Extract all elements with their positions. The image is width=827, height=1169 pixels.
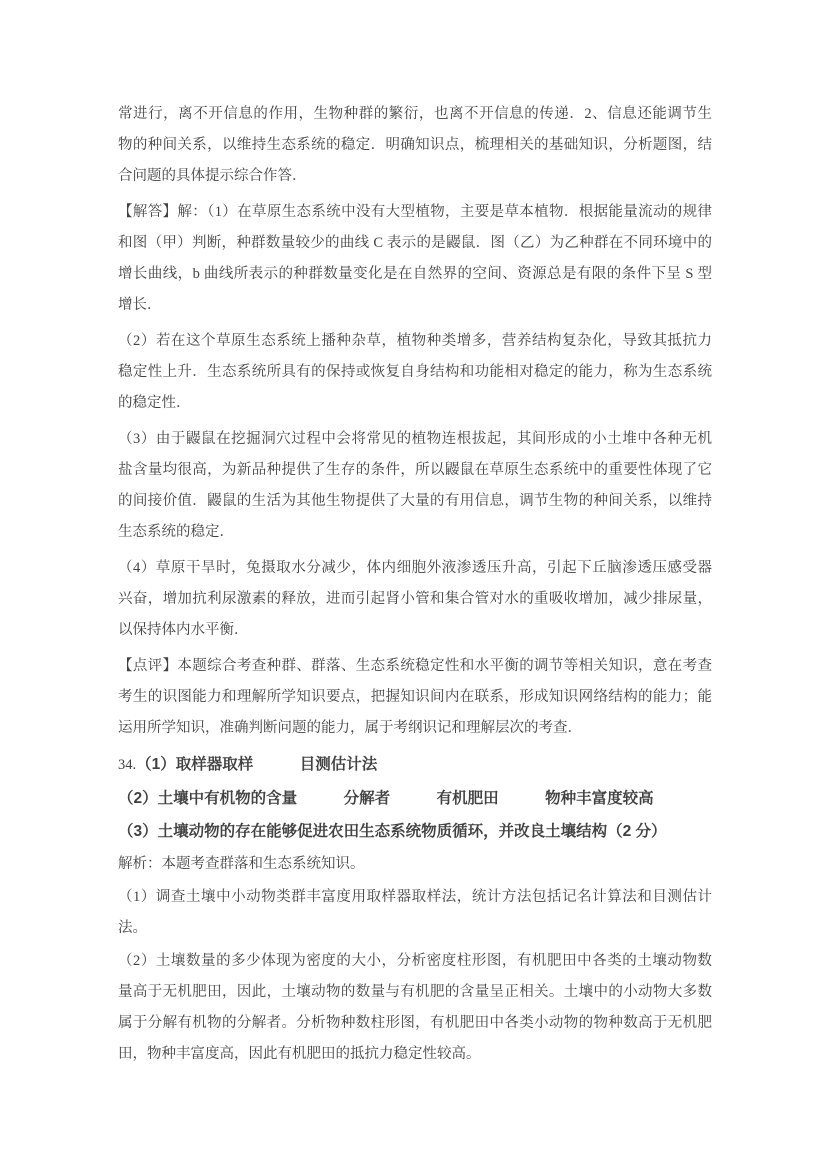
- body-line: 属于分解有机物的分解者。分析物种数柱形图，有机肥田中各类小动物的物种数高于无机肥: [118, 1015, 712, 1031]
- body-line: 物的种间关系，以维持生态系统的稳定．明确知识点，梳理相关的基础知识，分析题图，结: [118, 137, 712, 153]
- body-line: 法。: [118, 920, 147, 936]
- body-line: 增长曲线，b 曲线所表示的种群数量变化是在自然界的空间、资源总是有限的条件下呈 S 型: [118, 266, 712, 282]
- body-line: 合问题的具体提示综合作答．: [118, 168, 307, 184]
- paragraph-q34-answer-3: [118, 816, 712, 847]
- paragraph-q34-answer-2: [118, 783, 712, 814]
- paragraph-answer-4: [118, 553, 712, 646]
- paragraph-dianping: [118, 651, 712, 744]
- question-number: 34.: [118, 757, 137, 773]
- body-line: （4）草原干旱时，兔摄取水分减少，体内细胞外液渗透压升高，引起下丘脑渗透压感受器: [118, 560, 712, 576]
- paragraph-jiexi-2: [118, 946, 712, 1070]
- paragraph-answer-2: [118, 326, 712, 419]
- body-line: 增长．: [118, 297, 162, 313]
- paragraph-answer-3: [118, 424, 712, 548]
- body-line: 量高于无机肥田，因此，土壤动物的数量与有机肥的含量呈正相关。土壤中的小动物大多数: [118, 984, 712, 1000]
- body-line: 考生的识图能力和理解所学知识要点，把握知识间内在联系，形成知识网络结构的能力；能: [118, 689, 712, 705]
- body-line: 解析：本题考查群落和生态系统知识。: [118, 856, 365, 872]
- body-line: 稳定性上升．生态系统所具有的保持或恢复自身结构和功能相对稳定的能力，称为生态系统: [118, 364, 712, 380]
- paragraph-jiexi-1: [118, 882, 712, 944]
- body-line: 的间接价值．鼹鼠的生活为其他生物提供了大量的有用信息，调节生物的种间关系，以维持: [118, 493, 712, 509]
- paragraph-jieda: [118, 197, 712, 321]
- paragraph-jiexi-intro: [118, 849, 712, 880]
- body-line: 【点评】本题综合考查种群、群落、生态系统稳定性和水平衡的调节等相关知识，意在考查: [118, 658, 712, 674]
- answer-line-q34-1: [118, 749, 712, 781]
- body-line: （3）由于鼹鼠在挖掘洞穴过程中会将常见的植物连根拔起，其间形成的小土堆中各种无机: [118, 431, 712, 447]
- body-line: 【解答】解：（1）在草原生态系统中没有大型植物，主要是草本植物．根据能量流动的规律: [118, 204, 712, 220]
- paragraph-info-role: [118, 99, 712, 192]
- body-line: 运用所学知识，准确判断问题的能力，属于考纲识记和理解层次的考查．: [118, 720, 582, 736]
- body-line: 田，物种丰富度高，因此有机肥田的抵抗力稳定性较高。: [118, 1046, 481, 1062]
- body-line: 和图（甲）判断，种群数量较少的曲线 C 表示的是鼹鼠．图（乙）为乙种群在不同环境中的: [118, 235, 712, 251]
- document-page: [118, 99, 712, 1070]
- body-line: 以保持体内水平衡．: [118, 622, 249, 638]
- body-line: 生态系统的稳定．: [118, 524, 234, 540]
- body-line: 的稳定性．: [118, 395, 191, 411]
- body-line: 盐含量均很高，为新品种提供了生存的条件，所以鼹鼠在草原生态系统中的重要性体现了它: [118, 462, 712, 478]
- paragraph-q34-answer-1: [118, 749, 712, 781]
- body-line: 兴奋，增加抗利尿激素的释放，进而引起肾小管和集合管对水的重吸收增加，减少排尿量，: [118, 591, 712, 607]
- body-line: （2）若在这个草原生态系统上播种杂草，植物种类增多，营养结构复杂化，导致其抵抗力: [118, 333, 712, 349]
- body-line: 常进行，离不开信息的作用，生物种群的繁衍，也离不开信息的传递．2、信息还能调节生: [118, 106, 712, 122]
- body-line: （2）土壤数量的多少体现为密度的大小，分析密度柱形图，有机肥田中各类的土壤动物数: [118, 953, 712, 969]
- body-line: （1）调查土壤中小动物类群丰富度用取样器取样法，统计方法包括记名计算法和目测估计: [118, 889, 712, 905]
- answer-text: （1）取样器取样 目测估计法: [136, 756, 378, 773]
- answer-line-q34-3: （3）土壤动物的存在能够促进农田生态系统物质循环，并改良土壤结构（2 分）: [118, 823, 667, 840]
- answer-line-q34-2: （2）土壤中有机物的含量 分解者 有机肥田 物种丰富度较高: [118, 790, 654, 807]
